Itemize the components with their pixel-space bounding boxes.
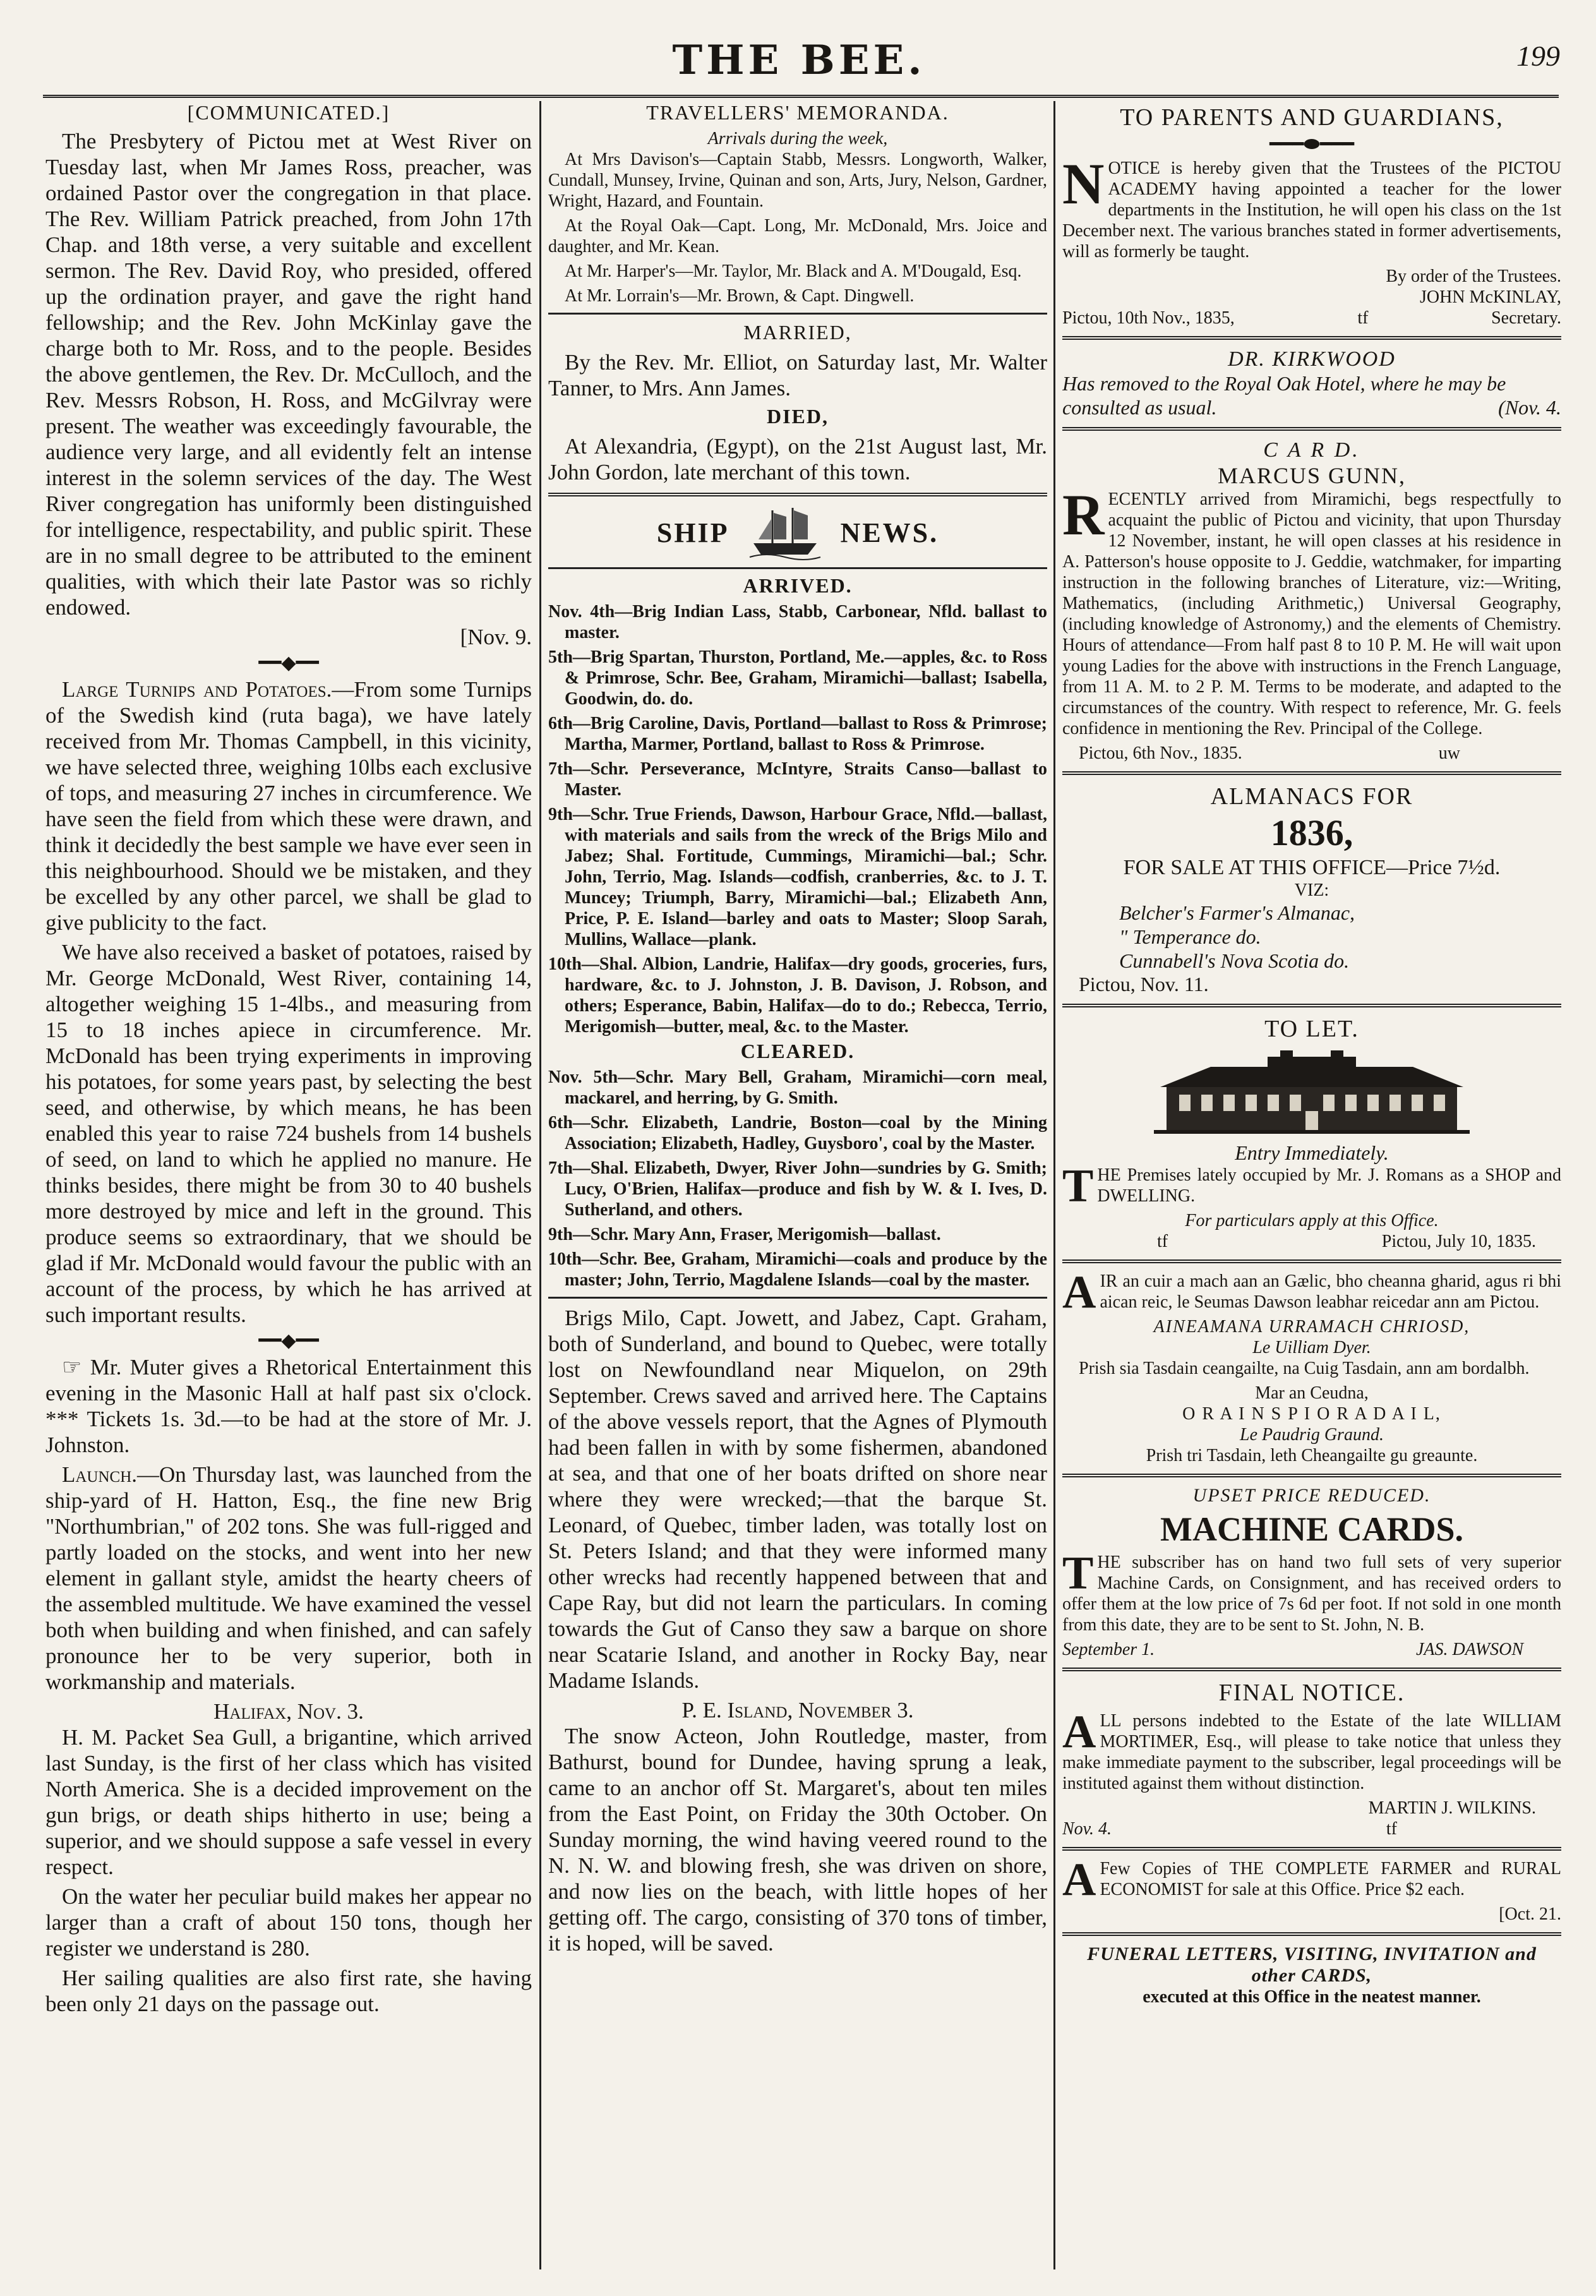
parents-order: By order of the Trustees. (1386, 267, 1561, 286)
parents-role: Secretary. (1491, 308, 1561, 328)
section-rule (1062, 771, 1561, 775)
gaelic-title2: O R A I N S P I O R A D A I L, (1182, 1404, 1441, 1424)
kirkwood-heading: DR. KIRKWOOD (1228, 347, 1396, 371)
tolet-tf: tf (1157, 1232, 1168, 1251)
card-name: MARCUS GUNN, (1217, 463, 1407, 488)
section-rule (1062, 1932, 1561, 1936)
kirkwood-text: Has removed to the Royal Oak Hotel, where he may be consulted as usual. (1062, 372, 1506, 419)
column-divider (1053, 101, 1055, 2269)
gaelic-author: Le Uilliam Dyer. (1252, 1338, 1371, 1357)
ornament-divider: ━━◆━━ (258, 652, 319, 673)
turnips-text: —From some Turnips of the Swedish kind (ruta baga), we have lately received from Mr. Thomas Campbell, in this vicinity, we have selected three, weighing 10lbs each exclusive of tops, and measuring 27 inches in circumference. We have seen the field from which these were drawn, and think it decidedly the best sample we have ever seen in this neighbourhood. Should we be mistaken, and they be excelled by any other parcel, we shall be glad to give publicity to the fact. (45, 677, 532, 935)
gaelic-price2: Prish tri Tasdain, leth Cheangailte gu greaunte. (1146, 1446, 1478, 1465)
turnips-lead: Large Turnips and Potatoes. (62, 677, 332, 702)
almanac-item: Cunnabell's Nova Scotia do. (1119, 949, 1350, 972)
section-rule (548, 493, 1047, 496)
ship-news-heading (548, 504, 1047, 561)
machine-notice (1062, 1548, 1561, 1660)
dropcap: A (1062, 1706, 1096, 1758)
newspaper-title: THE BEE. (672, 37, 926, 84)
card-notice (1062, 483, 1561, 764)
gaelic-also: Mar an Ceudna, (1255, 1383, 1369, 1403)
arrival-entry: At Mr. Lorrain's—Mr. Brown, & Capt. Dingwell. (565, 286, 915, 306)
tolet-entry: Entry Immediately. (1235, 1141, 1389, 1164)
kirkwood-notice (1062, 371, 1561, 419)
masthead-rule (43, 95, 1559, 98)
married-notice: By the Rev. Mr. Elliot, on Saturday last, Mr. Walter Tanner, to Mrs. Ann James. (548, 350, 1047, 400)
arrived-entry: Nov. 4th—Brig Indian Lass, Stabb, Carbonear, Nfld. ballast to master. (548, 602, 1047, 642)
kirkwood-date: (Nov. 4. (1498, 396, 1561, 419)
funeral-heading: FUNERAL LETTERS, VISITING, INVITATION and other CARDS, (1087, 1944, 1537, 1986)
arrived-entry: 7th—Schr. Perseverance, McIntyre, Straits Canso—ballast to Master. (548, 759, 1047, 800)
farmer-text: Few Copies of THE COMPLETE FARMER and RURAL ECONOMIST for sale at this Office. Price $2 each. (1100, 1859, 1561, 1899)
wrecks-article: Brigs Milo, Capt. Jowett, and Jabez, Capt. Graham, both of Sunderland, and bound to Quebec, were totally lost on Newfoundland near Miquelon, on 29th September. Crews saved and arrived here. The Captains of the above vessels report, that the Agnes of Plymouth had been fallen in with by some fishermen, abandoned at sea, and that one of her boats drifted on shore near where they were wrecked;—that the barque St. Leonard, of Quebec, timber laden, was totally lost on St. Peters Island; and that they were informed many other wrecks had recently happened between that and Cape Ray, but did not learn the particulars. In coming towards the Gut of Canso they saw a barque on shore near Scatarie Island, and another in Rocky Bay, near Madame Islands. (548, 1306, 1047, 1693)
tolet-heading: TO LET. (1264, 1016, 1359, 1042)
launch-lead: Launch. (62, 1462, 138, 1487)
section-rule (1062, 1474, 1561, 1477)
almanacs-heading: ALMANACS FOR (1210, 783, 1413, 810)
machine-footer (1062, 1639, 1561, 1660)
column-divider (539, 101, 541, 2269)
dropcap: R (1062, 483, 1105, 547)
final-notice (1062, 1706, 1561, 1839)
card-heading: C A R D. (1263, 438, 1360, 462)
arrival-entry: At the Royal Oak—Capt. Long, Mr. McDonald, Mrs. Joice and daughter, and Mr. Kean. (548, 216, 1047, 256)
died-notice: At Alexandria, (Egypt), on the 21st August last, Mr. John Gordon, late merchant of this town. (548, 434, 1047, 484)
section-rule (1062, 1847, 1561, 1851)
section-rule (1062, 1668, 1561, 1671)
presbytery-article: The Presbytery of Pictou met at West River on Tuesday last, when Mr James Ross, preacher, was ordained Pastor over the congregation in that place. The Rev. William Patrick preached, from John 17th Chap. and 18th verse, a very suitable and excellent sermon. The Rev. David Roy, who presided, offered up the ordination prayer, and gave the right hand fellowship; and the Rev. John McKinlay gave the charge both to Mr. Ross, and to the people. Besides the above gentlemen, the Rev. Dr. McCulloch, and the Rev. Messrs Robson, H. Ross, and McGilvray were present. The weather was exceedingly favourable, the audience very large, and all evidently felt an intense interest in the solemn services of the day. The West River congregation has uniformly been distinguished for intelligence, respectability, and public spirit. These are in no small degree to be attributed to the eminent qualities, with which their late Pastor was so richly endowed. (45, 129, 532, 620)
farmer-notice (1062, 1854, 1561, 1925)
cleared-entry: Nov. 5th—Schr. Mary Bell, Graham, Miramichi—corn meal, mackarel, and herring, by G. Smith. (548, 1067, 1047, 1108)
arrived-entry: 6th—Brig Caroline, Davis, Portland—ballast to Ross & Primrose; Martha, Marmer, Portland, ballast to Ross & Primrose. (548, 714, 1047, 754)
cleared-entry: 7th—Shal. Elizabeth, Dwyer, River John—sundries by G. Smith; Lucy, O'Brien, Halifax—produce and fish by W. & I. Ives, D. Sutherland, and others. (548, 1158, 1047, 1220)
halifax-paragraph: On the water her peculiar build makes her appear no larger than a craft of about 150 tons, though her register we understand is 280. (45, 1884, 532, 1961)
tolet-date: Pictou, July 10, 1835. (1381, 1232, 1536, 1251)
parents-heading: TO PARENTS AND GUARDIANS, (1120, 104, 1504, 131)
arrival-entry: At Mr. Harper's—Mr. Taylor, Mr. Black and A. M'Dougald, Esq. (565, 261, 1022, 281)
cleared-heading: CLEARED. (740, 1040, 855, 1062)
arrival-entry: At Mrs Davison's—Captain Stabb, Messrs. Longworth, Walker, Cundall, Munsey, Irvine, Quinan and son, Arts, Jury, Nelson, Gardner, Wright, Hazard, and Fountain. (548, 150, 1047, 211)
arrived-heading: ARRIVED. (743, 574, 853, 597)
machine-name: JAS. DAWSON (1415, 1640, 1523, 1659)
almanac-item: " Temperance do. (1119, 925, 1261, 948)
arrived-entry: 5th—Brig Spartan, Thurston, Portland, Me.—apples, &c. to Ross & Primrose, Schr. Bee, Graham, Miramichi—ballast; Isabella, Goodwin, do. do. (548, 647, 1047, 709)
card-text: ECENTLY arrived from Miramichi, begs respectfully to acquaint the public of Pictou and vicinity, that upon Thursday 12 November, instant, he will open classes at his residence in A. Patterson's house opposite to J. Geddie, watchmaker, for imparting instruction in the following branches of Literature, viz:—Writing, Mathematics, (including Arithmetic,) Universal Geography, (including knowledge of Astronomy,) and the elements of Chemistry. Hours of attendance—From half past 8 to 10 P. M. He will wait upon young Ladies for the above with instructions in the French Language, from 11 A. M. to 2 P. M. Terms to be moderate, and adapted to the circumstances of the country. With respect to reference, Mr. G. feels confidence in mentioning the Rev. Principal of the College. (1062, 490, 1561, 738)
upset-heading: UPSET PRICE REDUCED. (1192, 1485, 1431, 1506)
potatoes-article: We have also received a basket of potatoes, raised by Mr. George McDonald, West River, containing 14, altogether weighing 15 1-4lbs., and measuring from 15 to 18 inches apiece in circumference. Mr. McDonald has been trying experiments in improving his potatoes, for some years past, by selecting the best seed, and otherwise, by which means, he has been enabled this year to raise 724 bushels from 14 bushels of seed, on land to which he applied no manure. He thinks besides, there might be from 30 to 40 bushels more destroyed by mice and left in the ground. This produce seems so extraordinary, that we should be glad if Mr. McDonald would favour the public with an account of the process, by which he has arrived at such important results. (45, 940, 532, 1327)
almanacs-date: Pictou, Nov. 11. (1079, 973, 1209, 995)
cleared-entry: 10th—Schr. Bee, Graham, Miramichi—coals and produce by the master; John, Terrio, Magdalene Islands—coal by the master. (548, 1249, 1047, 1290)
section-rule (1062, 427, 1561, 431)
dropcap: A (1062, 1854, 1096, 1906)
cleared-entry: 9th—Schr. Mary Ann, Fraser, Merigomish—ballast. (548, 1225, 941, 1244)
machine-heading: MACHINE CARDS. (1160, 1510, 1463, 1548)
card-tf: uw (1438, 743, 1460, 763)
final-footer (1062, 1818, 1561, 1839)
tolet-notice (1062, 1160, 1561, 1252)
machine-date: September 1. (1062, 1640, 1155, 1659)
ornament-divider: ━━◆━━ (258, 1330, 319, 1351)
parents-footer (1062, 308, 1561, 328)
final-date: Nov. 4. (1062, 1819, 1112, 1839)
dropcap: T (1062, 1548, 1094, 1599)
tolet-footer (1062, 1231, 1561, 1252)
parents-name: JOHN McKINLAY, (1419, 287, 1561, 307)
column-middle (548, 100, 1047, 2271)
column-left (45, 100, 532, 2271)
tolet-apply: For particulars apply at this Office. (1185, 1211, 1439, 1230)
farmer-date: [Oct. 21. (1499, 1904, 1561, 1924)
ship-news-left: SHIP (656, 517, 729, 548)
almanac-item: Belcher's Farmer's Almanac, (1119, 901, 1355, 924)
dropcap: N (1062, 152, 1105, 216)
card-date: Pictou, 6th Nov., 1835. (1079, 743, 1242, 763)
section-rule (1062, 1004, 1561, 1007)
house-icon (1154, 1048, 1470, 1136)
parents-text: OTICE is hereby given that the Trustees of the PICTOU ACADEMY having appointed a teacher for the lower departments in the Institution, he will open his class on the 1st December next. The various branches stated in former advertisements, will as formerly be taught. (1062, 159, 1561, 261)
section-rule (548, 567, 1047, 569)
launch-article (45, 1462, 532, 1695)
ornament-divider: ━━━⬬━━━ (1269, 134, 1354, 155)
parents-notice (1062, 152, 1561, 328)
launch-text: —On Thursday last, was launched from the ship-yard of H. Hatton, Esq., the fine new Brig "Northumbrian," of 202 tons. She was full-rigged and partly loaded on the stocks, and went into her new element in gallant style, amidst the hearty cheers of the assembled multitude. We have examined the vessel both when building and when finished, and can safely pronounce her to be very superior, both in workmanship and materials. (45, 1462, 532, 1694)
arrived-entry: 9th—Schr. True Friends, Dawson, Harbour Grace, Nfld.—ballast, with materials and sails from the wreck of the Brigs Milo and Jabez; Shal. Fortitude, Cummings, Miramichi—bal.; Schr. John, Terrio, Mag. Islands—codfish, cranberries, &c. to J. T. Muncey; Triumph, Barry, Miramichi—bal.; Elizabeth Ann, Price, P. E. Island—barley and oats to Master; Sloop Sarah, Mullins, Wallace—plank. (548, 805, 1047, 949)
ship-news-right: NEWS. (840, 517, 939, 548)
halifax-paragraph: H. M. Packet Sea Gull, a brigantine, which arrived last Sunday, is the first of her class which has visited North America. She is a decided improvement on the gun brigs, or death ships hitherto in use; being a superior, and we should suppose a safe vessel in every respect. (45, 1725, 532, 1879)
arrived-entry: 10th—Shal. Albion, Landrie, Halifax—dry goods, groceries, furs, hardware, &c. to J. Johnston, J. B. Davison, J. Robson, and others; Esperance, Babin, Halifax—do to do.; Rebecca, Terrio, Merigomish—butter, meal, &c. to the Master. (548, 954, 1047, 1037)
gaelic-text: IR an cuir a mach aan an Gælic, bho cheanna gharid, agus ri bhi aican reic, le Seumas Dawson leabhar reicedar ann am Pictou. (1100, 1271, 1561, 1312)
travellers-heading: TRAVELLERS' MEMORANDA. (646, 101, 949, 124)
card-footer (1062, 743, 1561, 764)
final-tf: tf (1386, 1819, 1397, 1839)
funeral-text: executed at this Office in the neatest manner. (1143, 1987, 1481, 2007)
pei-article: The snow Acteon, John Routledge, master, from Bathurst, bound for Dundee, having sprung a leak, came to an anchor off St. Margaret's, about ten miles from the East Point, on Friday the 30th October. On Sunday morning, the wind having veered round to the N. N. W. and blowing fresh, she was driven on shore, and now lies on the beach, with little hopes of her getting off. The cargo, consisting of 370 tons of timber, it is hoped, will be saved. (548, 1724, 1047, 1956)
final-heading: FINAL NOTICE. (1218, 1680, 1405, 1706)
muter-notice: ☞ Mr. Muter gives a Rhetorical Entertainment this evening in the Masonic Hall at half past six o'clock. *** Tickets 1s. 3d.—to be had at the store of Mr. J. Johnston. (45, 1355, 532, 1457)
halifax-heading: Halifax, Nov. 3. (213, 1699, 364, 1724)
final-name: MARTIN J. WILKINS. (1368, 1798, 1536, 1818)
dropcap: T (1062, 1160, 1094, 1212)
final-text: LL persons indebted to the Estate of the late WILLIAM MORTIMER, Esq., will please to take notice that unless they make immediate payment to the subscriber, legal proceedings will be instituted against them without distinction. (1062, 1711, 1561, 1793)
almanacs-sale: FOR SALE AT THIS OFFICE—Price 7½d. (1123, 856, 1501, 879)
gaelic-author2: Le Paudrig Graund. (1240, 1425, 1384, 1445)
ship-icon (747, 504, 823, 561)
page-number: 199 (1516, 40, 1560, 72)
halifax-paragraph: Her sailing qualities are also first rate, she having been only 21 days on the passage out. (45, 1966, 532, 2016)
section-rule (1062, 1259, 1561, 1263)
section-rule (548, 313, 1047, 315)
almanacs-viz: VIZ: (1294, 881, 1329, 900)
presbytery-date: [Nov. 9. (460, 625, 532, 649)
pei-heading: P. E. Island, November 3. (681, 1698, 914, 1722)
dropcap: A (1062, 1266, 1096, 1318)
parents-tf: tf (1357, 308, 1369, 328)
section-rule (548, 1297, 1047, 1299)
gaelic-price: Prish sia Tasdain ceangailte, na Cuig Tasdain, ann am bordalbh. (1079, 1359, 1530, 1378)
column-right (1062, 100, 1561, 2271)
almanacs-year: 1836, (1270, 812, 1353, 853)
arrivals-heading: Arrivals during the week, (707, 129, 888, 148)
section-rule (1062, 336, 1561, 340)
machine-text: HE subscriber has on hand two full sets of very superior Machine Cards, on Consignment, and has received orders to offer them at the low price of 7s 6d per foot. If not sold in one month from this date, they are to be sent to St. John, N. B. (1062, 1553, 1561, 1635)
died-heading: DIED, (766, 405, 829, 428)
gaelic-notice (1062, 1266, 1561, 1466)
turnips-article (45, 676, 532, 935)
cleared-entry: 6th—Schr. Elizabeth, Landrie, Boston—coal by the Mining Association; Elizabeth, Hadley, Guysboro', coal by the Master. (548, 1113, 1047, 1153)
tolet-text: HE Premises lately occupied by Mr. J. Romans as a SHOP and DWELLING. (1097, 1165, 1561, 1206)
masthead (38, 33, 1560, 91)
communicated-heading: [COMMUNICATED.] (187, 101, 390, 124)
parents-date: Pictou, 10th Nov., 1835, (1062, 308, 1235, 328)
married-heading: MARRIED, (743, 321, 852, 344)
gaelic-title: AINEAMANA URRAMACH CHRIOSD, (1153, 1317, 1470, 1337)
